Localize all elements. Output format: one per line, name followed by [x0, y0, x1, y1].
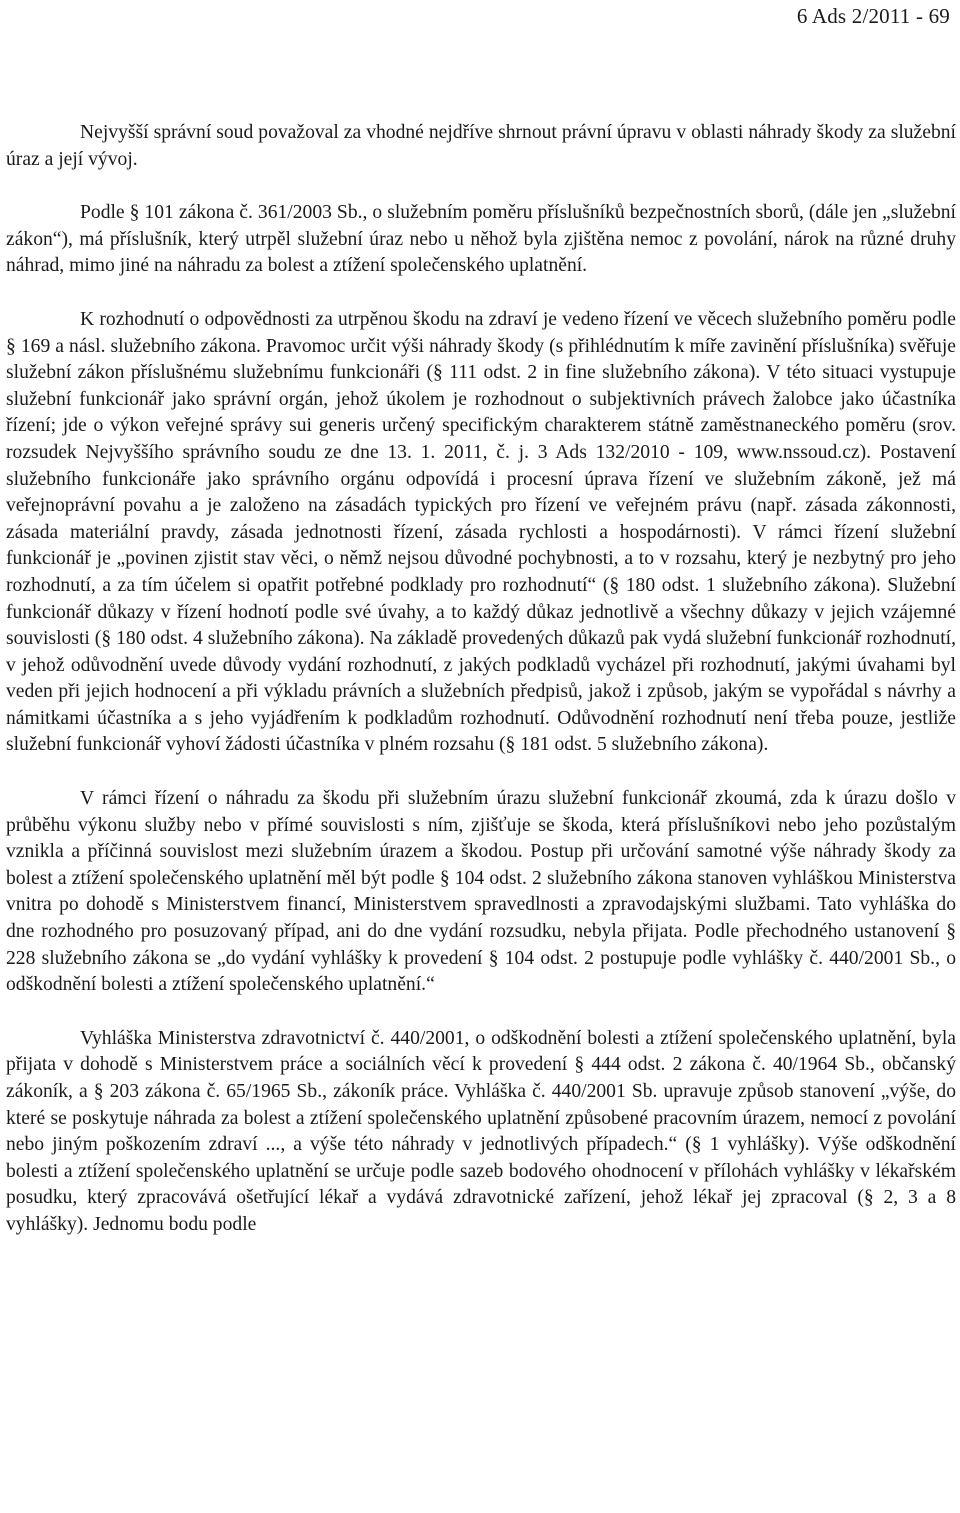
page-reference: 6 Ads 2/2011 - 69 — [796, 4, 950, 28]
paragraph: K rozhodnutí o odpovědnosti za utrpěnou škodu na zdraví je vedeno řízení ve věcech služebního poměru podle § 169 a násl. služebního zákona. Pravomoc určit výši náhrady škody (s přihlédnutím k míře zavinění příslušníka) svěřuje služební zákon příslušnému služebnímu funkcionáři (§ 111 odst. 2 in fine služebního zákona). V této situaci vystupuje služební funkcionář jako správní orgán, jehož úkolem je rozhodnout o subjektivních právech žalobce jako účastníka řízení; jde o výkon veřejné správy sui generis určený specifickým charakterem státně zaměstnaneckého poměru (srov. rozsudek Nejvyššího správního soudu ze dne 13. 1. 2011, č. j. 3 Ads 132/2010 - 109, www.nssoud.cz). Postavení služebního funkcionáře jako správního orgánu odpovídá i procesní úprava řízení ve služebním zákoně, jež má veřejnoprávní povahu a je založeno na zásadách typických pro řízení ve veřejném právu (např. zásada zákonnosti, zásada materiální pravdy, zásada jednotnosti řízení, zásada rychlosti a hospodárnosti). V rámci řízení služební funkcionář je „povinen zjistit stav věci, o němž nejsou důvodné pochybnosti, a to v rozsahu, který je nezbytný pro jeho rozhodnutí, a za tím účelem si opatřit potřebné podklady pro rozhodnutí“ (§ 180 odst. 1 služebního zákona). Služební funkcionář důkazy v řízení hodnotí podle své úvahy, a to každý důkaz jednotlivě a všechny důkazy v jejich vzájemné souvislosti (§ 180 odst. 4 služebního zákona). Na základě provedených důkazů pak vydá služební funkcionář rozhodnutí, v jehož odůvodnění uvede důvody vydání rozhodnutí, z jakých podkladů vycházel při rozhodnutí, jakými úvahami byl veden při jejich hodnocení a při výkladu právních a služebních předpisů, jakož i způsob, jakým se vypořádal s návrhy a námitkami účastníka a s jeho vyjádřením k podkladům rozhodnutí. Odůvodnění rozhodnutí není třeba pouze, jestliže služební funkcionář vyhoví žádosti účastníka v plném rozsahu (§ 181 odst. 5 služebního zákona). — [6, 308, 956, 756]
paragraph: V rámci řízení o náhradu za škodu při služebním úrazu služební funkcionář zkoumá, zda k úrazu došlo v průběhu výkonu služby nebo v přímé souvislosti s ním, zjišťuje se škoda, která příslušníkovi nebo jeho pozůstalým vznikla a příčinná souvislost mezi služebním úrazem a škodou. Postup při určování samotné výše náhrady škody za bolest a ztížení společenského uplatnění měl být podle § 104 odst. 2 služebního zákona stanoven vyhláškou Ministerstva vnitra po dohodě s Ministerstvem financí, Ministerstvem spravedlnosti a zpravodajskými službami. Tato vyhláška do dne rozhodného pro posuzovaný případ, ani do dne vydání rozsudku, nebyla přijata. Podle přechodného ustanovení § 228 služebního zákona se „do vydání vyhlášky k provedení § 104 odst. 2 postupuje podle vyhlášky č. 440/2001 Sb., o odškodnění bolesti a ztížení společenského uplatnění.“ — [6, 788, 956, 996]
paragraph: Nejvyšší správní soud považoval za vhodné nejdříve shrnout právní úpravu v oblasti náhrady škody za služební úraz a její vývoj. — [6, 122, 956, 170]
paragraph: Vyhláška Ministerstva zdravotnictví č. 440/2001, o odškodnění bolesti a ztížení společenského uplatnění, byla přijata v dohodě s Ministerstvem práce a sociálních věcí k provedení § 444 odst. 2 zákona č. 40/1964 Sb., občanský zákoník, a § 203 zákona č. 65/1965 Sb., zákoník práce. Vyhláška č. 440/2001 Sb. upravuje způsob stanovení „výše, do které se poskytuje náhrada za bolest a ztížení společenského uplatnění způsobené pracovním úrazem, nemocí z povolání nebo jiným poškozením zdraví ..., a výše této náhrady v jednotlivých případech.“ (§ 1 vyhlášky). Výše odškodnění bolesti a ztížení společenského uplatnění se určuje podle sazeb bodového ohodnocení v přílohách vyhlášky v lékařském posudku, který zpracovává ošetřující lékař a vydává zdravotnické zařízení, jehož lékař jej zpracoval (§ 2, 3 a 8 vyhlášky). Jednomu bodu podle — [6, 1027, 956, 1235]
document-body — [6, 120, 956, 1239]
paragraph: Podle § 101 zákona č. 361/2003 Sb., o služebním poměru příslušníků bezpečnostních sborů, (dále jen „služební zákon“), má příslušník, který utrpěl služební úraz nebo u něhož byla zjištěna nemoc z povolání, nárok na různé druhy náhrad, mimo jiné na náhradu za bolest a ztížení společenského uplatnění. — [6, 202, 956, 277]
